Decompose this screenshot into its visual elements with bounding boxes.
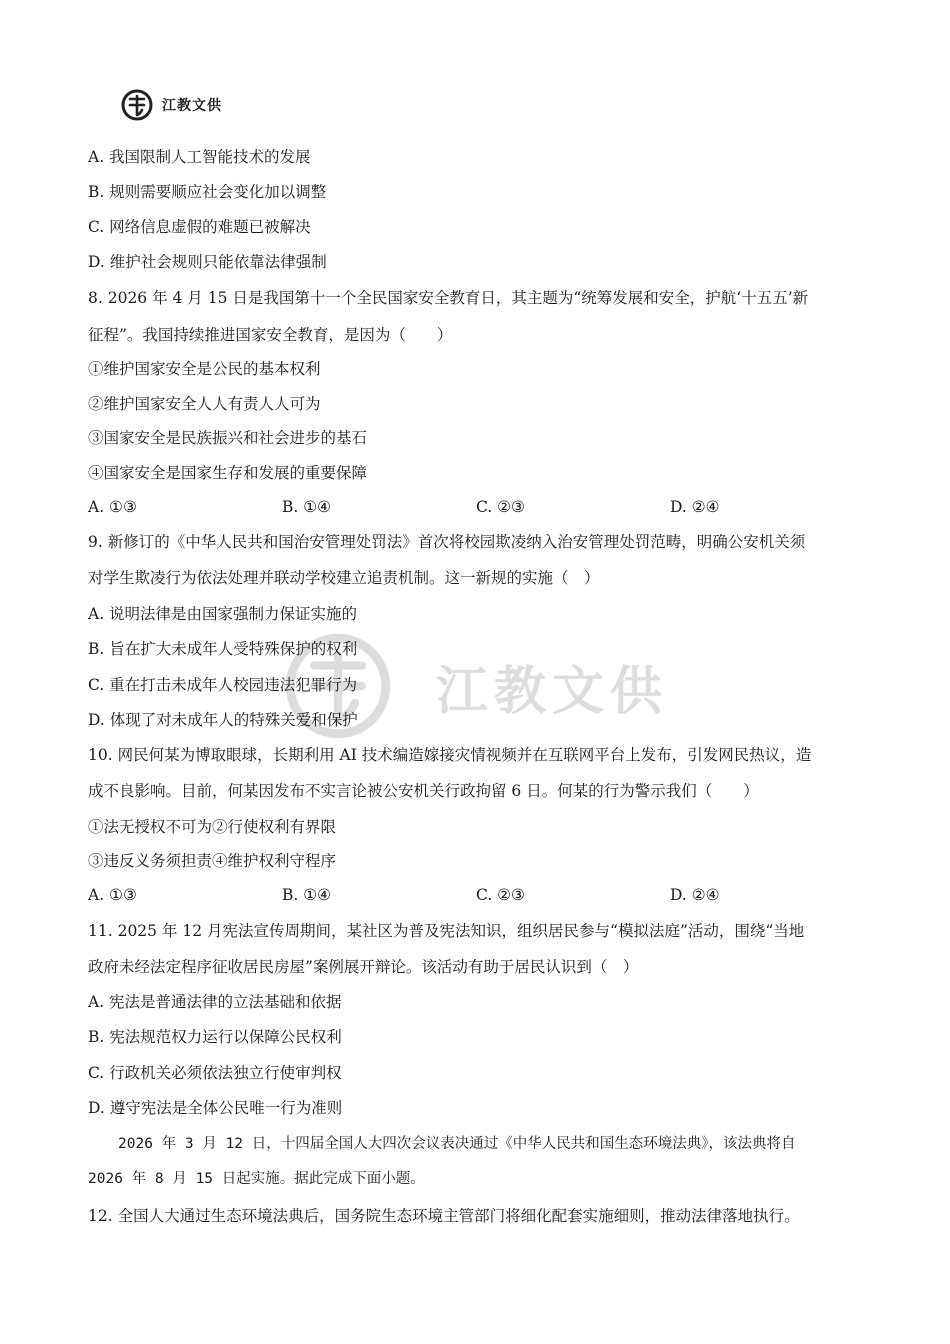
q9-option-a: A. 说明法律是由国家强制力保证实施的 (88, 605, 358, 623)
q11-stem-line1: 11. 2025 年 12 月宪法宣传周期间，某社区为普及宪法知识，组织居民参与“模拟法庭”活动，围绕“当地 (88, 922, 805, 940)
q10-stem-line1: 10. 网民何某为博取眼球，长期利用 AI 技术编造嫁接灾情视频并在互联网平台上发布，引发网民热议，造 (88, 746, 812, 764)
q9-stem-line2: 对学生欺凌行为依法处理并联动学校建立追责机制。这一新规的实施（ ） (88, 569, 600, 587)
header-logo (120, 88, 222, 122)
q10-choice-b: B. ①④ (282, 886, 332, 904)
q8-choice-d: D. ②④ (670, 498, 720, 516)
q8-stem-line2: 征程”。我国持续推进国家安全教育，是因为（ ） (88, 326, 453, 344)
q11-stem-line2: 政府未经法定程序征收居民房屋”案例展开辩论。该活动有助于居民认识到（ ） (88, 958, 639, 976)
q11-option-b: B. 宪法规范权力运行以保障公民权利 (88, 1028, 342, 1046)
q7-option-c: C. 网络信息虚假的难题已被解决 (88, 218, 311, 236)
q10-choice-c: C. ②③ (476, 886, 525, 904)
q8-item-3: ③国家安全是民族振兴和社会进步的基石 (88, 429, 368, 447)
q9-option-c: C. 重在打击未成年人校园违法犯罪行为 (88, 676, 358, 694)
q9-option-d: D. 体现了对未成年人的特殊关爱和保护 (88, 711, 358, 729)
q9-option-b: B. 旨在扩大未成年人受特殊保护的权利 (88, 640, 358, 658)
q11-option-a: A. 宪法是普通法律的立法基础和依据 (88, 993, 342, 1011)
q11-option-d: D. 遵守宪法是全体公民唯一行为准则 (88, 1099, 343, 1117)
q7-option-d: D. 维护社会规则只能依靠法律强制 (88, 253, 327, 271)
q11-option-c: C. 行政机关必须依法独立行使审判权 (88, 1064, 342, 1082)
q12-stem-line1: 12. 全国人大通过生态环境法典后，国务院生态环境主管部门将细化配套实施细则，推动法律落地执行。 (88, 1207, 800, 1225)
q10-item-1: ①法无授权不可为②行使权利有界限 (88, 818, 337, 836)
q8-choice-a: A. ①③ (88, 498, 137, 516)
q10-choice-a: A. ①③ (88, 886, 137, 904)
q8-stem-line1: 8. 2026 年 4 月 15 日是我国第十一个全民国家安全教育日，其主题为“统筹发展和安全，护航‘十五五’新 (88, 289, 809, 307)
watermark-text: 江教文供 (436, 661, 669, 722)
q8-item-1: ①维护国家安全是公民的基本权利 (88, 360, 321, 378)
q8-choice-b: B. ①④ (282, 498, 332, 516)
q10-item-2: ③违反义务须担责④维护权利守程序 (88, 852, 337, 870)
passage-line2: 2026 年 8 月 15 日起实施。据此完成下面小题。 (88, 1171, 425, 1187)
q9-stem-line1: 9. 新修订的《中华人民共和国治安管理处罚法》首次将校园欺凌纳入治安管理处罚范畴，明确公安机关须 (88, 533, 806, 551)
q7-option-a: A. 我国限制人工智能技术的发展 (88, 148, 311, 166)
q10-choice-d: D. ②④ (670, 886, 720, 904)
q8-item-4: ④国家安全是国家生存和发展的重要保障 (88, 464, 368, 482)
book-seal-icon (120, 88, 154, 122)
brand-name: 江教文供 (162, 98, 222, 114)
q7-option-b: B. 规则需要顺应社会变化加以调整 (88, 183, 327, 201)
q10-stem-line2: 成不良影响。目前，何某因发布不实言论被公安机关行政拘留 6 日。何某的行为警示我们（ ） (88, 782, 759, 800)
passage-line1: 2026 年 3 月 12 日，十四届全国人大四次会议表决通过《中华人民共和国生态环境法典》，该法典将自 (118, 1136, 796, 1152)
q8-item-2: ②维护国家安全人人有责人人可为 (88, 395, 321, 413)
q8-choice-c: C. ②③ (476, 498, 525, 516)
